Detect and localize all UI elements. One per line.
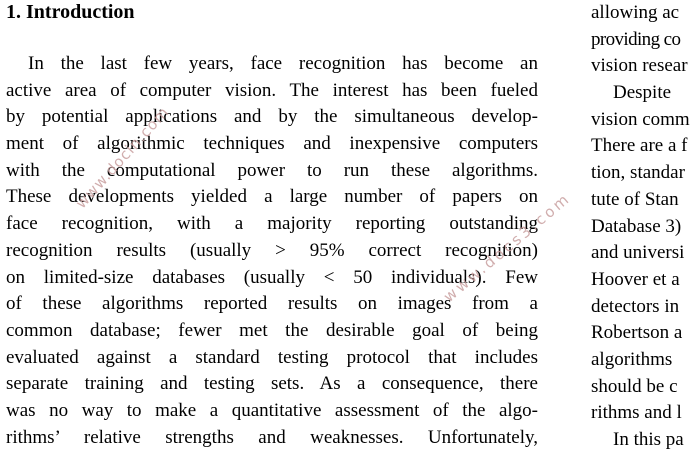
right-column-line: Robertson a xyxy=(591,322,683,344)
right-column xyxy=(591,0,697,454)
paragraph-line: by potential applications and by the simultaneous develop- xyxy=(6,106,538,128)
right-column-line: should be c xyxy=(591,375,678,397)
paragraph-line: rithms’ relative strengths and weaknesses. Unfortunately, xyxy=(6,426,538,448)
right-column-line: There are a f xyxy=(591,135,688,157)
right-column-line: providing co xyxy=(591,28,681,50)
paragraph-line: with the computational power to run these algorithms. xyxy=(6,159,538,181)
watermark: www.docin.com xyxy=(72,102,173,213)
paragraph-line: was no way to make a quantitative assessment of the algo- xyxy=(6,399,538,421)
paragraph-line: These developments yielded a large number of papers on xyxy=(6,186,538,208)
paragraph-line: separate training and testing sets. As a consequence, there xyxy=(6,373,538,395)
paragraph-line: on limited-size databases (usually < 50 individuals). Few xyxy=(6,266,538,288)
paragraph-line: face recognition, with a majority reporting outstanding xyxy=(6,213,538,235)
right-column-line: rithms and l xyxy=(591,402,682,424)
right-column-line: detectors in xyxy=(591,295,680,317)
paragraph-line: recognition results (usually > 95% correct recognition) xyxy=(6,239,538,261)
watermark: www.docs3.com xyxy=(440,188,575,306)
right-column-line: allowing ac xyxy=(591,2,680,23)
right-column-line: tute of Stan xyxy=(591,188,679,210)
paragraph-line: of these algorithms reported results on images from a xyxy=(6,293,538,315)
right-column-line: Hoover et a xyxy=(591,268,680,290)
right-column-line: Database 3) xyxy=(591,215,682,237)
right-column-line: and universi xyxy=(591,242,685,264)
paragraph-line: ment of algorithmic techniques and inexpensive computers xyxy=(6,133,538,155)
paragraph-line: In the last few years, face recognition has become an xyxy=(28,53,538,74)
section-heading: 1. Introduction xyxy=(6,1,135,23)
left-column xyxy=(6,0,538,451)
right-column-line: vision comm xyxy=(591,108,690,130)
paragraph-line: evaluated against a standard testing protocol that includes xyxy=(6,346,538,368)
intro-paragraph xyxy=(6,24,538,451)
right-column-line: algorithms xyxy=(591,348,673,370)
right-column-line: In this pa xyxy=(613,429,684,450)
paragraph-line: common database; fewer met the desirable goal of being xyxy=(6,319,538,341)
right-column-line: Despite xyxy=(613,82,672,104)
right-column-line: tion, standar xyxy=(591,162,685,184)
paragraph-line: active area of computer vision. The interest has been fueled xyxy=(6,79,538,101)
right-column-line: vision resear xyxy=(591,55,688,77)
